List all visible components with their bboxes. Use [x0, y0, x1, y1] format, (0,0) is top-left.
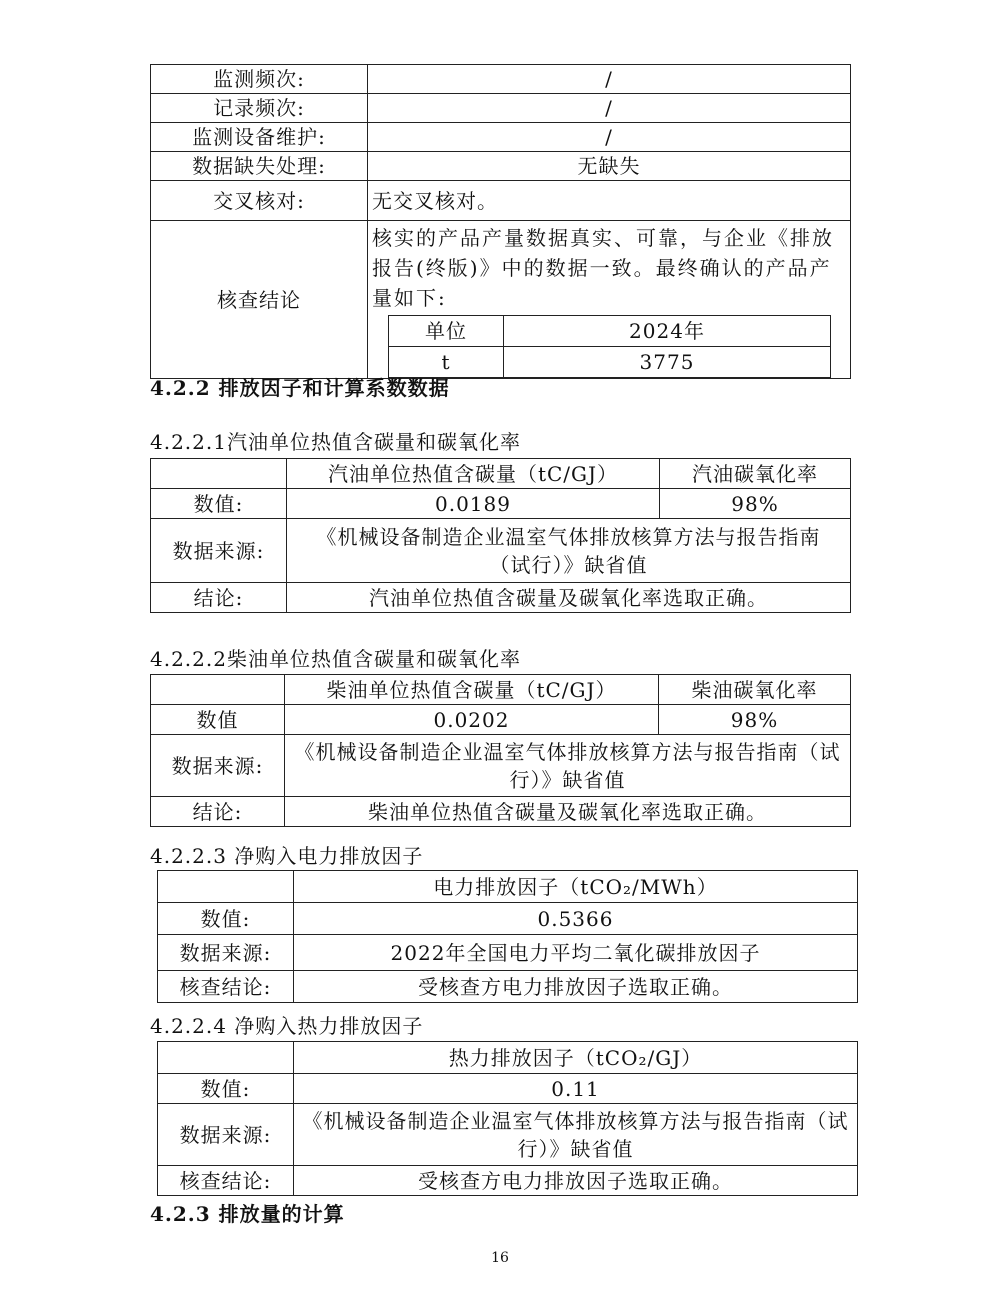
row-value: / — [368, 123, 851, 152]
source-cell: 2022年全国电力平均二氧化碳排放因子 — [294, 935, 858, 971]
row-value: / — [368, 65, 851, 94]
page-number: 16 — [491, 1250, 509, 1266]
gasoline-heading: 4.2.2.1汽油单位热值含碳量和碳氧化率 — [150, 430, 521, 454]
table-row — [158, 935, 858, 971]
source-cell: 《机械设备制造企业温室气体排放核算方法与报告指南（试行）》缺省值 — [285, 735, 851, 797]
row-label: 数据来源: — [151, 735, 285, 797]
value-cell: 0.5366 — [294, 903, 858, 935]
table-row — [151, 489, 851, 519]
row-label: 数值: — [151, 489, 287, 519]
conclusion-text: 核实的产品产量数据真实、可靠，与企业《排放报告(终版)》中的数据一致。最终确认的产品产量如下: — [372, 226, 834, 310]
empty-cell — [158, 871, 294, 903]
row-value: 无缺失 — [368, 152, 851, 181]
row-value: / — [368, 94, 851, 123]
row-label: 交叉核对: — [151, 181, 368, 221]
row-value: 无交叉核对。 — [368, 181, 851, 221]
table-row — [151, 705, 851, 735]
row-label: 结论: — [151, 583, 287, 613]
column-header: 柴油单位热值含碳量（tC/GJ） — [285, 675, 659, 705]
row-label: 数据来源: — [158, 1104, 294, 1166]
header-unit: 单位 — [389, 316, 504, 347]
table-row — [389, 347, 831, 378]
column-header: 汽油碳氧化率 — [660, 459, 851, 489]
table-row — [151, 94, 851, 123]
conclusion-cell: 柴油单位热值含碳量及碳氧化率选取正确。 — [285, 797, 851, 827]
conclusion-cell: 受核查方电力排放因子选取正确。 — [294, 971, 858, 1003]
cell-value: 3775 — [504, 347, 831, 378]
row-label: 数值 — [151, 705, 285, 735]
column-header: 电力排放因子（tCO₂/MWh） — [294, 871, 858, 903]
row-label: 结论: — [151, 797, 285, 827]
conclusion-cell: 汽油单位热值含碳量及碳氧化率选取正确。 — [287, 583, 851, 613]
conclusion-label: 核查结论 — [151, 221, 368, 379]
row-label: 数据来源: — [151, 519, 287, 583]
column-header: 热力排放因子（tCO₂/GJ） — [294, 1042, 858, 1074]
section-heading: 4.2.2 排放因子和计算系数数据 — [150, 376, 450, 400]
column-header: 柴油碳氧化率 — [659, 675, 851, 705]
section-heading: 4.2.3 排放量的计算 — [150, 1202, 345, 1226]
diesel-heading: 4.2.2.2柴油单位热值含碳量和碳氧化率 — [150, 647, 521, 671]
conclusion-cell: 受核查方电力排放因子选取正确。 — [294, 1166, 858, 1196]
value-cell: 0.0189 — [287, 489, 660, 519]
table-row — [158, 1074, 858, 1104]
table-row — [158, 871, 858, 903]
source-cell: 《机械设备制造企业温室气体排放核算方法与报告指南（试行）》缺省值 — [294, 1104, 858, 1166]
production-table — [388, 315, 831, 378]
table-row — [158, 1042, 858, 1074]
table-row — [151, 123, 851, 152]
table-row — [151, 221, 851, 379]
row-label: 数值: — [158, 903, 294, 935]
empty-cell — [151, 459, 287, 489]
empty-cell — [158, 1042, 294, 1074]
empty-cell — [151, 675, 285, 705]
table-row — [389, 316, 831, 347]
conclusion-cell — [368, 221, 851, 379]
value-cell: 98% — [659, 705, 851, 735]
table-row — [151, 459, 851, 489]
source-cell: 《机械设备制造企业温室气体排放核算方法与报告指南（试行）》缺省值 — [287, 519, 851, 583]
table-row — [151, 181, 851, 221]
verification-table — [150, 64, 851, 379]
value-cell: 0.11 — [294, 1074, 858, 1104]
cell-unit: t — [389, 347, 504, 378]
row-label: 数据缺失处理: — [151, 152, 368, 181]
heat-table — [157, 1041, 858, 1196]
gasoline-table — [150, 458, 851, 613]
diesel-table — [150, 674, 851, 827]
table-row — [151, 583, 851, 613]
row-label: 记录频次: — [151, 94, 368, 123]
row-label: 数值: — [158, 1074, 294, 1104]
table-row — [158, 1104, 858, 1166]
column-header: 汽油单位热值含碳量（tC/GJ） — [287, 459, 660, 489]
value-cell: 98% — [660, 489, 851, 519]
table-row — [151, 675, 851, 705]
table-row — [151, 519, 851, 583]
row-label: 核查结论: — [158, 971, 294, 1003]
table-row — [151, 65, 851, 94]
table-row — [158, 1166, 858, 1196]
header-year: 2024年 — [504, 316, 831, 347]
row-label: 数据来源: — [158, 935, 294, 971]
heat-heading: 4.2.2.4 净购入热力排放因子 — [150, 1014, 424, 1038]
table-row — [151, 797, 851, 827]
table-row — [158, 971, 858, 1003]
electricity-table — [157, 870, 858, 1003]
table-row — [151, 152, 851, 181]
table-row — [151, 735, 851, 797]
row-label: 核查结论: — [158, 1166, 294, 1196]
value-cell: 0.0202 — [285, 705, 659, 735]
row-label: 监测频次: — [151, 65, 368, 94]
row-label: 监测设备维护: — [151, 123, 368, 152]
electricity-heading: 4.2.2.3 净购入电力排放因子 — [150, 844, 424, 868]
table-row — [158, 903, 858, 935]
